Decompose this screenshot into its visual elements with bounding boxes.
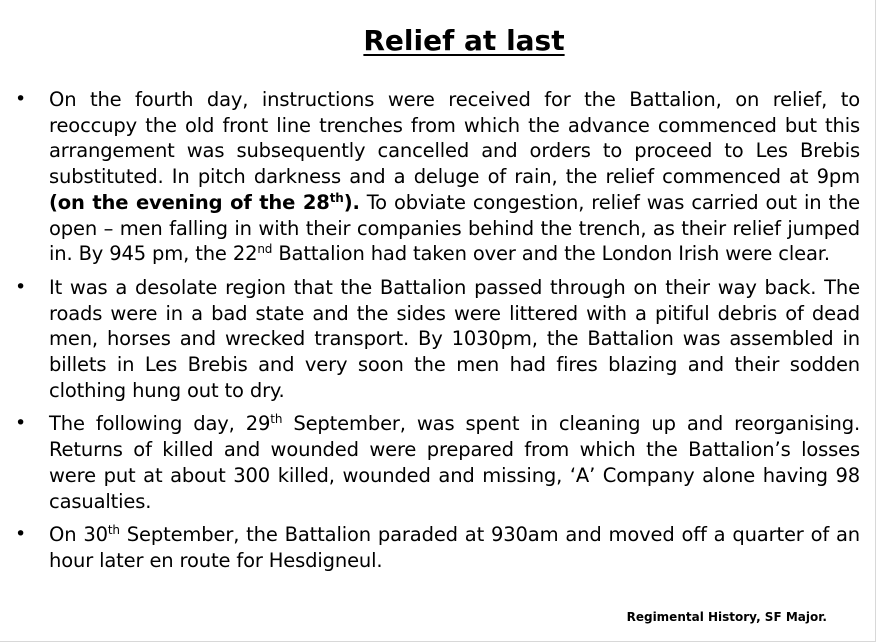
text-run: To obviate congestion, relief was carried out in the open – men falling in with their companies behind the trench, as their relief jumped in. By 945 pm, the 22	[49, 190, 860, 266]
bullet-marker: •	[15, 88, 27, 110]
source-citation: Regimental History, SF Major.	[626, 610, 827, 624]
bullet-item	[15, 87, 860, 267]
text-run: The following day, 29	[49, 412, 271, 436]
text-run: On 30	[49, 523, 108, 547]
text-run: On the fourth day, instructions were received for the Battalion, on relief, to reoccupy the old front line trenches from which the advance commenced but this arrangement was subsequently cancelled and orders to proceed to Les Brebis substituted. In pitch darkness and a deluge of rain, the relief commenced at 9pm	[49, 88, 860, 189]
text-run: It was a desolate region that the Battalion passed through on their way back. The roads were in a bad state and the sides were littered with a pitiful debris of dead men, horses and wrecked transport. By 1030pm, the Battalion was assembled in billets in Les Brebis and very soon the men had fires blazing and their sodden clothing hung out to dry.	[49, 275, 860, 402]
bullet-text	[49, 276, 860, 402]
text-run: Battalion had taken over and the London Irish were clear.	[272, 242, 830, 266]
bullet-marker: •	[15, 275, 27, 298]
superscript: th	[329, 190, 344, 205]
text-run: ).	[343, 190, 360, 214]
bullet-text	[49, 88, 860, 265]
superscript: th	[270, 412, 283, 427]
superscript: nd	[257, 242, 273, 257]
bullet-text	[49, 523, 860, 572]
bullet-item	[15, 275, 860, 404]
slide-title: Relief at last	[363, 24, 565, 57]
text-run: September, the Battalion paraded at 930am and moved off a quarter of an hour later en route for Hesdigneul.	[49, 523, 860, 572]
bullet-marker: •	[15, 412, 27, 435]
bullet-item	[15, 522, 860, 573]
bullet-text	[49, 412, 860, 512]
text-run: (on the evening of the 28	[49, 190, 330, 214]
bullet-item	[15, 411, 860, 514]
superscript: th	[107, 523, 120, 538]
text-run: September, was spent in cleaning up and reorganising. Returns of killed and wounded were prepared from which the Battalion’s losses were put at about 300 killed, wounded and missing, ‘A’ Company alone having 98 casualties.	[49, 412, 861, 513]
bullet-list	[15, 87, 860, 582]
bullet-marker: •	[15, 523, 27, 546]
